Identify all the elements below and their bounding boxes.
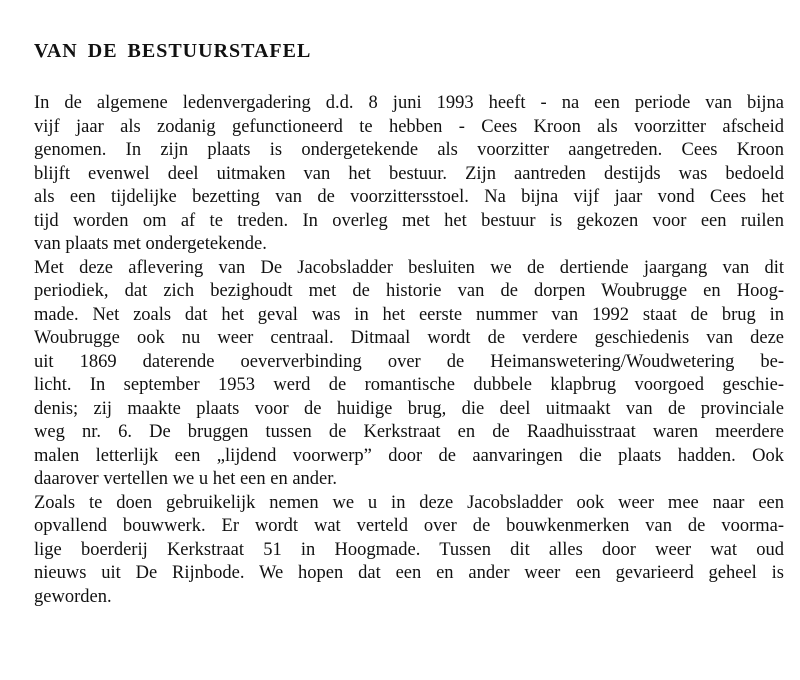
text-line: daarover vertellen we u het een en ander. — [34, 469, 338, 489]
text-line: als een tijdelijke bezetting van de voorzittersstoel. Na bijna vijf jaar vond Cees het — [34, 187, 784, 207]
text-line: licht. In september 1953 werd de romantische dubbele klapbrug voorgoed geschie- — [34, 375, 784, 395]
paragraph-2 — [34, 257, 784, 492]
article-body — [34, 92, 784, 609]
page-title: VAN DE BESTUURSTAFEL — [34, 40, 312, 62]
text-line: opvallend bouwwerk. Er wordt wat verteld over de bouwkenmerken van de voorma- — [34, 516, 784, 536]
text-line: uit 1869 daterende oeververbinding over de Heimanswetering/Woudwetering be- — [34, 351, 784, 372]
text-line: blijft evenwel deel uitmaken van het bestuur. Zijn aantreden destijds was bedoeld — [34, 163, 784, 184]
text-line: Zoals te doen gebruikelijk nemen we u in deze Jacobsladder ook weer mee naar een — [34, 492, 784, 513]
text-line: lige boerderij Kerkstraat 51 in Hoogmade. Tussen dit alles door weer wat oud — [34, 539, 784, 560]
text-line: malen letterlijk een „lijdend voorwerp” door de aanvaringen die plaats hadden. Ook — [34, 445, 784, 466]
text-line: made. Net zoals dat het geval was in het eerste nummer van 1992 staat de brug in — [34, 304, 784, 325]
text-line: van plaats met ondergetekende. — [34, 234, 267, 254]
text-line: geworden. — [34, 586, 112, 607]
text-line: Woubrugge ook nu weer centraal. Ditmaal wordt de verdere geschiedenis van deze — [34, 328, 784, 348]
text-line: In de algemene ledenvergadering d.d. 8 juni 1993 heeft - na een periode van bijna — [34, 93, 784, 113]
text-line: denis; zij maakte plaats voor de huidige brug, die deel uitmaakt van de provinciale — [34, 398, 784, 419]
text-line: genomen. In zijn plaats is ondergetekende als voorzitter aangetreden. Cees Kroon — [34, 140, 784, 160]
paragraph-1 — [34, 92, 784, 257]
text-line: periodiek, dat zich bezighoudt met de historie van de dorpen Woubrugge en Hoog- — [34, 281, 784, 301]
text-line: vijf jaar als zodanig gefunctioneerd te hebben - Cees Kroon als voorzitter afscheid — [34, 116, 784, 137]
text-line: weg nr. 6. De bruggen tussen de Kerkstraat en de Raadhuisstraat waren meerdere — [34, 422, 784, 442]
text-line: nieuws uit De Rijnbode. We hopen dat een en ander weer een gevarieerd geheel is — [34, 563, 784, 583]
text-line: tijd worden om af te treden. In overleg met het bestuur is gekozen voor een ruilen — [34, 210, 784, 231]
paragraph-3 — [34, 492, 784, 610]
text-line: Met deze aflevering van De Jacobsladder besluiten we de dertiende jaargang van dit — [34, 257, 784, 278]
